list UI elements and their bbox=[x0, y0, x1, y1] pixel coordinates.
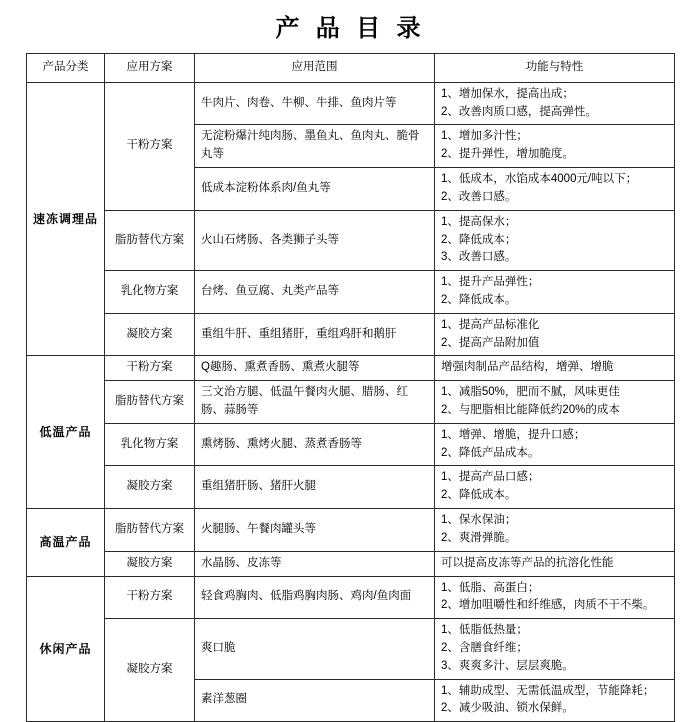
cell-features bbox=[435, 509, 675, 552]
cell-application-solution: 脂肪替代方案 bbox=[105, 210, 195, 270]
feature-list bbox=[441, 171, 668, 207]
cell-product-category: 速冻调理品 bbox=[27, 82, 105, 356]
cell-application-scope: 熏烤肠、熏烤火腿、蒸煮香肠等 bbox=[195, 423, 435, 466]
feature-item: 1、提高产品口感； bbox=[441, 471, 540, 484]
cell-application-scope: 火腿肠、午餐肉罐头等 bbox=[195, 509, 435, 552]
feature-item: 1、提高保水； bbox=[441, 215, 517, 228]
feature-list bbox=[441, 384, 668, 420]
table-row bbox=[27, 356, 675, 381]
cell-application-scope: 重组猪肝肠、猪肝火腿 bbox=[195, 466, 435, 509]
feature-item: 2、与肥脂相比能降低约20%的成本 bbox=[441, 404, 620, 416]
table-row bbox=[27, 551, 675, 576]
cell-features bbox=[435, 168, 675, 211]
cell-application-scope: 三文治方腿、低温午餐肉火腿、腊肠、红肠、蒜肠等 bbox=[195, 381, 435, 424]
column-header-category: 产品分类 bbox=[27, 54, 105, 83]
cell-features bbox=[435, 466, 675, 509]
feature-item: 2、含膳食纤维； bbox=[441, 641, 528, 654]
table-row bbox=[27, 210, 675, 270]
feature-item: 2、提升弹性，增加脆度。 bbox=[441, 148, 574, 161]
cell-application-solution: 凝胶方案 bbox=[105, 313, 195, 356]
table-row bbox=[27, 423, 675, 466]
feature-item: 1、提高产品标准化 bbox=[441, 318, 540, 331]
feature-text: 可以提高皮冻等产品的抗溶化性能 bbox=[441, 556, 614, 569]
cell-application-scope: 爽口脆 bbox=[195, 619, 435, 679]
product-catalog-table bbox=[26, 53, 675, 722]
cell-application-scope: 牛肉片、肉卷、牛柳、牛排、鱼肉片等 bbox=[195, 82, 435, 125]
feature-item: 1、保水保油； bbox=[441, 514, 517, 527]
cell-features bbox=[435, 576, 675, 619]
cell-features bbox=[435, 423, 675, 466]
feature-item: 1、低成本，水馅成本4000元/吨以下； bbox=[441, 173, 638, 186]
feature-item: 1、增弹、增脆，提升口感； bbox=[441, 428, 586, 441]
feature-item: 2、减少吸油、锁水保鲜。 bbox=[441, 702, 574, 715]
feature-item: 3、改善口感。 bbox=[441, 251, 517, 264]
feature-item: 2、提高产品附加值 bbox=[441, 336, 540, 349]
feature-item: 3、爽爽多汁、层层爽脆。 bbox=[441, 659, 574, 672]
table-row bbox=[27, 619, 675, 679]
cell-application-scope: 低成本淀粉体系肉/鱼丸等 bbox=[195, 168, 435, 211]
table-row bbox=[27, 509, 675, 552]
feature-list bbox=[441, 274, 668, 310]
table-row bbox=[27, 313, 675, 356]
feature-item: 1、增加多汁性； bbox=[441, 130, 528, 143]
feature-item: 2、降低产品成本。 bbox=[441, 446, 540, 459]
cell-application-scope: 无淀粉爆汁纯肉肠、墨鱼丸、鱼肉丸、脆骨丸等 bbox=[195, 125, 435, 168]
cell-application-scope: 台烤、鱼豆腐、丸类产品等 bbox=[195, 271, 435, 314]
cell-features bbox=[435, 210, 675, 270]
cell-features bbox=[435, 356, 675, 381]
feature-list bbox=[441, 580, 668, 616]
table-header-row bbox=[27, 54, 675, 83]
feature-item: 1、减脂50%，肥而不腻，风味更佳 bbox=[441, 386, 620, 399]
feature-list bbox=[441, 128, 668, 164]
feature-item: 2、降低成本。 bbox=[441, 293, 517, 306]
cell-application-solution: 脂肪替代方案 bbox=[105, 509, 195, 552]
cell-application-solution: 乳化物方案 bbox=[105, 423, 195, 466]
feature-text: 增强肉制品产品结构，增弹、增脆 bbox=[441, 361, 614, 374]
feature-list bbox=[441, 86, 668, 122]
cell-product-category: 高温产品 bbox=[27, 509, 105, 576]
cell-features bbox=[435, 82, 675, 125]
feature-item: 1、低脂、高蛋白； bbox=[441, 581, 540, 594]
column-header-features: 功能与特性 bbox=[435, 54, 675, 83]
cell-application-solution: 凝胶方案 bbox=[105, 551, 195, 576]
cell-product-category: 低温产品 bbox=[27, 356, 105, 509]
feature-item: 2、改善口感。 bbox=[441, 190, 517, 203]
cell-features bbox=[435, 551, 675, 576]
table-row bbox=[27, 466, 675, 509]
feature-list bbox=[441, 317, 668, 353]
feature-list bbox=[441, 622, 668, 675]
cell-application-scope: Q趣肠、熏煮香肠、熏煮火腿等 bbox=[195, 356, 435, 381]
table-row bbox=[27, 576, 675, 619]
cell-product-category: 休闲产品 bbox=[27, 576, 105, 722]
column-header-scope: 应用范围 bbox=[195, 54, 435, 83]
column-header-solution: 应用方案 bbox=[105, 54, 195, 83]
feature-list bbox=[441, 683, 668, 719]
feature-list bbox=[441, 427, 668, 463]
table-row bbox=[27, 381, 675, 424]
feature-item: 1、辅助成型、无需低温成型，节能降耗； bbox=[441, 684, 655, 697]
cell-application-scope: 素洋葱圈 bbox=[195, 679, 435, 722]
cell-application-solution: 凝胶方案 bbox=[105, 466, 195, 509]
cell-application-solution: 干粉方案 bbox=[105, 576, 195, 619]
feature-item: 2、爽滑弹脆。 bbox=[441, 531, 517, 544]
feature-list bbox=[441, 469, 668, 505]
cell-features bbox=[435, 125, 675, 168]
cell-application-scope: 轻食鸡胸肉、低脂鸡胸肉肠、鸡肉/鱼肉面 bbox=[195, 576, 435, 619]
cell-application-scope: 火山石烤肠、各类狮子头等 bbox=[195, 210, 435, 270]
table-row bbox=[27, 82, 675, 125]
feature-item: 1、增加保水，提高出成； bbox=[441, 87, 574, 100]
cell-application-scope: 重组牛肝、重组猪肝，重组鸡肝和鹅肝 bbox=[195, 313, 435, 356]
cell-features bbox=[435, 619, 675, 679]
cell-application-solution: 脂肪替代方案 bbox=[105, 381, 195, 424]
feature-item: 2、改善肉质口感，提高弹性。 bbox=[441, 105, 597, 118]
feature-item: 2、降低成本； bbox=[441, 233, 517, 246]
cell-application-solution: 干粉方案 bbox=[105, 356, 195, 381]
cell-features bbox=[435, 679, 675, 722]
table-row bbox=[27, 271, 675, 314]
cell-features bbox=[435, 313, 675, 356]
cell-features bbox=[435, 381, 675, 424]
cell-application-solution: 乳化物方案 bbox=[105, 271, 195, 314]
feature-item: 1、提升产品弹性； bbox=[441, 276, 540, 289]
cell-features bbox=[435, 271, 675, 314]
feature-item: 1、低脂低热量； bbox=[441, 624, 528, 637]
cell-application-solution: 凝胶方案 bbox=[105, 619, 195, 722]
feature-list bbox=[441, 512, 668, 548]
cell-application-scope: 水晶肠、皮冻等 bbox=[195, 551, 435, 576]
feature-item: 2、降低成本。 bbox=[441, 489, 517, 502]
feature-item: 2、增加咀嚼性和纤维感，肉质不干不柴。 bbox=[441, 599, 655, 612]
page-title: 产 品 目 录 bbox=[275, 14, 425, 42]
cell-application-solution: 干粉方案 bbox=[105, 82, 195, 210]
feature-list bbox=[441, 214, 668, 267]
